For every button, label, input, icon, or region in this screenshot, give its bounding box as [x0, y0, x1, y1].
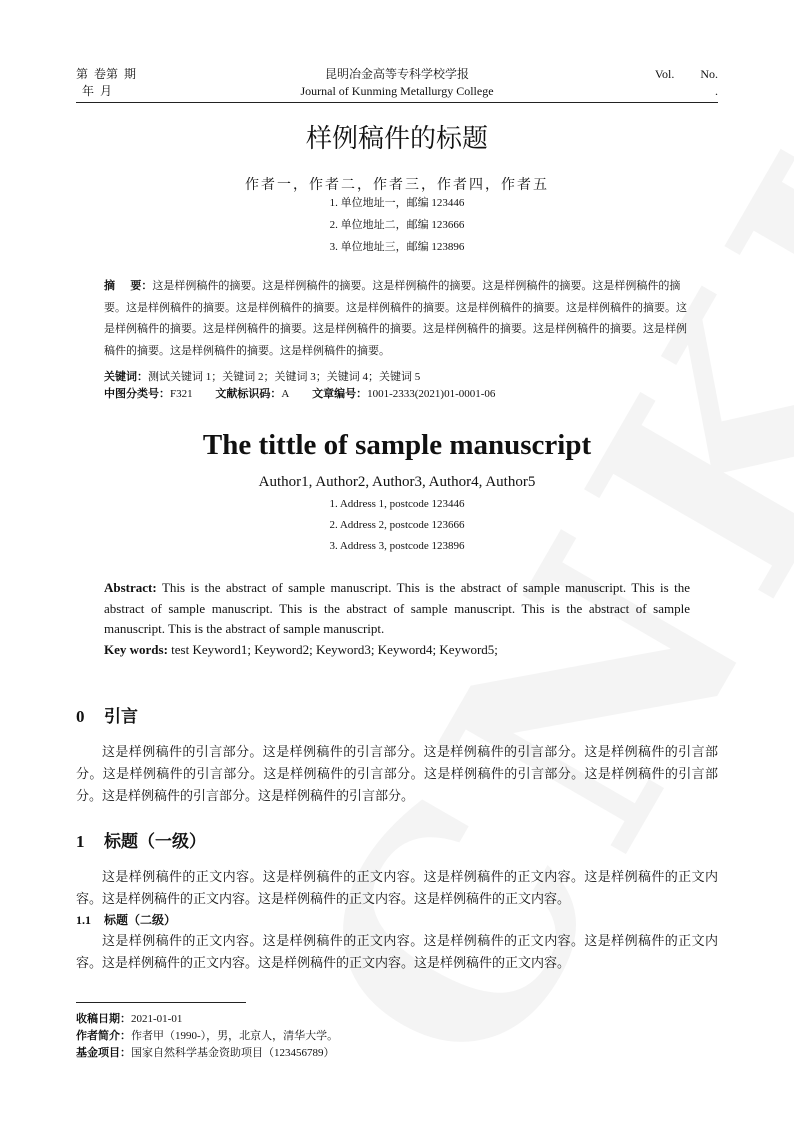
section-0-paragraph: 这是样例稿件的引言部分。这是样例稿件的引言部分。这是样例稿件的引言部分。这是样例稿件的引言部分。这是样例稿件的引言部分。这是样例稿件的引言部分。这是样例稿件的引言部分。这是样例稿件的引言部分。这是样例稿件的引言部分。这是样例稿件的引言部分。: [76, 745, 718, 804]
footnote-author-bio: [76, 1027, 338, 1045]
article-no-label: 文章编号：: [312, 387, 368, 400]
section-1-1-number: 1.1: [76, 913, 91, 927]
header-journal-en: Journal of Kunming Metallurgy College: [300, 84, 494, 98]
fund-label: 基金项目：: [76, 1046, 131, 1059]
cn-keywords-label: 关键词：: [104, 370, 148, 383]
cn-abstract-label: 摘 要：: [104, 279, 153, 292]
en-keywords-text: test Keyword1; Keyword2; Keyword3; Keyword4; Keyword5;: [167, 642, 498, 657]
footnote-rule: [76, 1002, 246, 1003]
section-1-1-heading: [76, 911, 176, 928]
en-abstract-label: Abstract:: [104, 580, 157, 595]
bio-label: 作者简介：: [76, 1029, 131, 1042]
cn-address-1: 1. 单位地址一，邮编 123446: [329, 197, 465, 209]
header-rule: [76, 102, 718, 103]
cn-address-3: 3. 单位地址三，邮编 123896: [329, 241, 465, 253]
en-address-1: 1. Address 1, postcode 123446: [329, 498, 465, 510]
article-no-value: 1001-2333(2021)01-0001-06: [367, 388, 496, 400]
header-dot: .: [715, 84, 718, 98]
footnote-funding: [76, 1044, 335, 1062]
section-1-heading: [76, 827, 206, 852]
section-0-title: 引言: [104, 707, 138, 727]
section-1-paragraph: 这是样例稿件的正文内容。这是样例稿件的正文内容。这是样例稿件的正文内容。这是样例稿件的正文内容。这是样例稿件的正文内容。这是样例稿件的正文内容。这是样例稿件的正文内容。: [76, 870, 718, 907]
cn-abstract: [104, 275, 690, 361]
header-journal: [76, 66, 718, 100]
cn-authors: 作者一，作者二，作者三，作者四，作者五: [245, 177, 549, 193]
doc-code-value: A: [281, 388, 290, 400]
en-abstract-text: This is the abstract of sample manuscript. This is the abstract of sample manuscript. This is the abstract of sample manuscript. This is the abstract of sample manuscript. This is the abstract of sample manuscript. This is the abstract of sample manuscript.: [104, 580, 690, 636]
doc-code-label: 文献标识码：: [215, 387, 282, 400]
footnote-received: [76, 1010, 182, 1028]
en-address-2: 2. Address 2, postcode 123666: [329, 519, 465, 531]
cn-keywords-text: 测试关键词 1；关键词 2；关键词 3；关键词 4；关键词 5: [148, 371, 421, 383]
cn-title: 样例稿件的标题: [305, 124, 488, 154]
clc-label: 中图分类号：: [104, 387, 170, 400]
en-authors: Author1, Author2, Author3, Author4, Author5: [258, 474, 536, 490]
bio-value: 作者甲（1990-），男，北京人，清华大学。: [131, 1030, 339, 1042]
en-address-3: 3. Address 3, postcode 123896: [329, 540, 465, 552]
section-0-number: 0: [76, 707, 85, 726]
section-1-title: 标题（一级）: [104, 832, 206, 852]
received-label: 收稿日期：: [76, 1012, 131, 1025]
cn-classification: [104, 385, 690, 403]
section-1-number: 1: [76, 832, 85, 851]
section-1-1-paragraph: 这是样例稿件的正文内容。这是样例稿件的正文内容。这是样例稿件的正文内容。这是样例稿件的正文内容。这是样例稿件的正文内容。这是样例稿件的正文内容。这是样例稿件的正文内容。: [76, 934, 718, 971]
cn-address-2: 2. 单位地址二，邮编 123666: [329, 219, 465, 231]
header-no: No.: [700, 67, 718, 81]
running-header: [76, 66, 718, 102]
en-keywords-label: Key words:: [104, 642, 168, 657]
section-0-heading: [76, 702, 138, 727]
fund-value: 国家自然科学基金资助项目（123456789）: [131, 1047, 335, 1059]
header-volume-issue: 第 卷第 期: [76, 67, 137, 81]
received-value: 2021-01-01: [131, 1013, 183, 1025]
cn-keywords: [104, 368, 690, 386]
clc-value: F321: [170, 388, 193, 400]
header-journal-cn: 昆明冶金高等专科学校学报: [324, 67, 469, 81]
header-year-month: 年 月: [76, 84, 113, 98]
en-keywords: [104, 640, 690, 660]
en-abstract: [104, 578, 690, 640]
section-1-1-title: 标题（二级）: [104, 913, 177, 927]
en-title: The tittle of sample manuscript: [202, 429, 592, 461]
header-vol-no: [655, 66, 718, 100]
header-vol: Vol.: [654, 67, 675, 81]
cn-abstract-text: 这是样例稿件的摘要。这是样例稿件的摘要。这是样例稿件的摘要。这是样例稿件的摘要。这是样例稿件的摘要。这是样例稿件的摘要。这是样例稿件的摘要。这是样例稿件的摘要。这是样例稿件的摘要。这是样例稿件的摘要。这是样例稿件的摘要。这是样例稿件的摘要。这是样例稿件的摘要。这是样例稿件的摘要。这是样例稿件的摘要。这是样例稿件的摘要。这是样例稿件的摘要。这是样例稿件的摘要。: [104, 279, 687, 357]
